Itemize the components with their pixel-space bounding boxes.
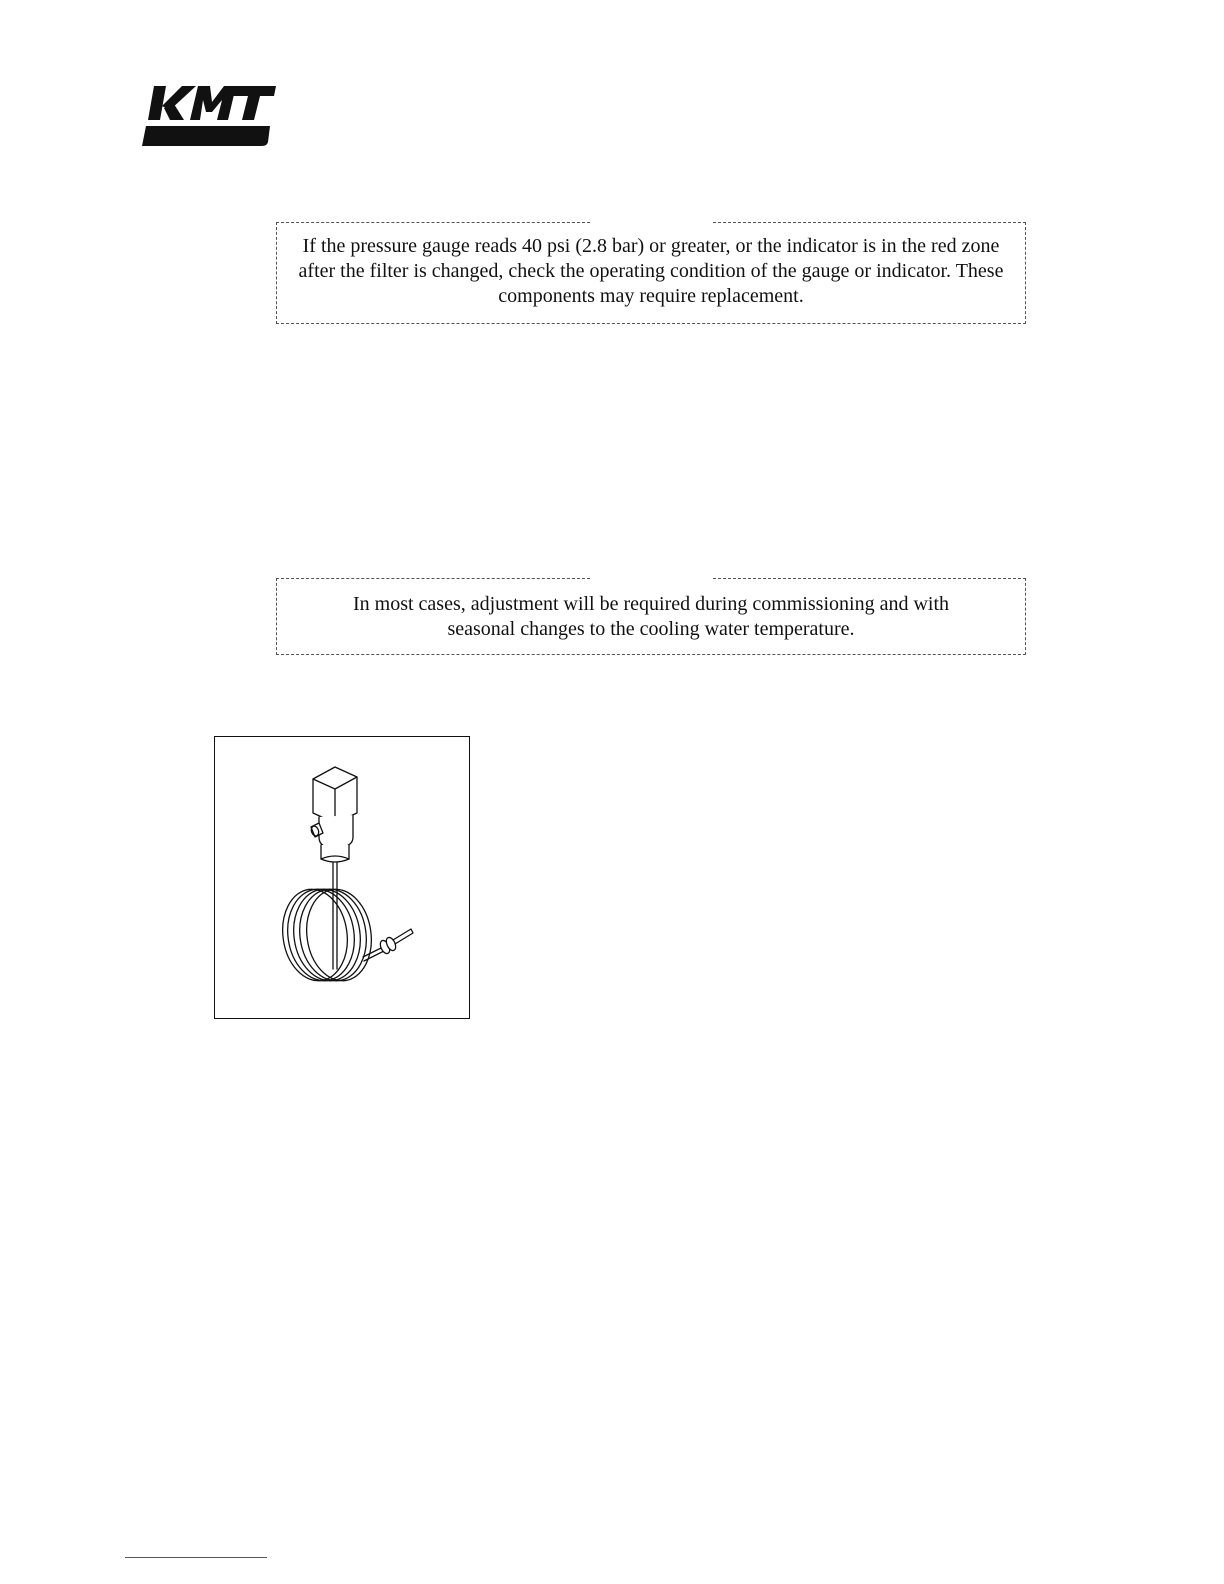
note-top-border — [276, 222, 1026, 223]
figure-frame — [214, 736, 470, 1019]
note-box — [276, 222, 1026, 324]
kmt-logo — [140, 82, 280, 150]
note-top-border — [276, 578, 1026, 579]
note-box — [276, 578, 1026, 655]
note-text: In most cases, adjustment will be required during commissioning and with seasonal changes to the cooling water temperature. — [352, 593, 949, 640]
kmt-logo-icon — [140, 82, 280, 150]
footer-rule — [125, 1557, 267, 1558]
water-valve-with-capillary-tube-icon — [215, 737, 469, 1018]
note-text: If the pressure gauge reads 40 psi (2.8 bar) or greater, or the indicator is in the red zone after the filter is changed, check the operating condition of the gauge or indicator. These components may require replacement. — [298, 235, 1004, 307]
